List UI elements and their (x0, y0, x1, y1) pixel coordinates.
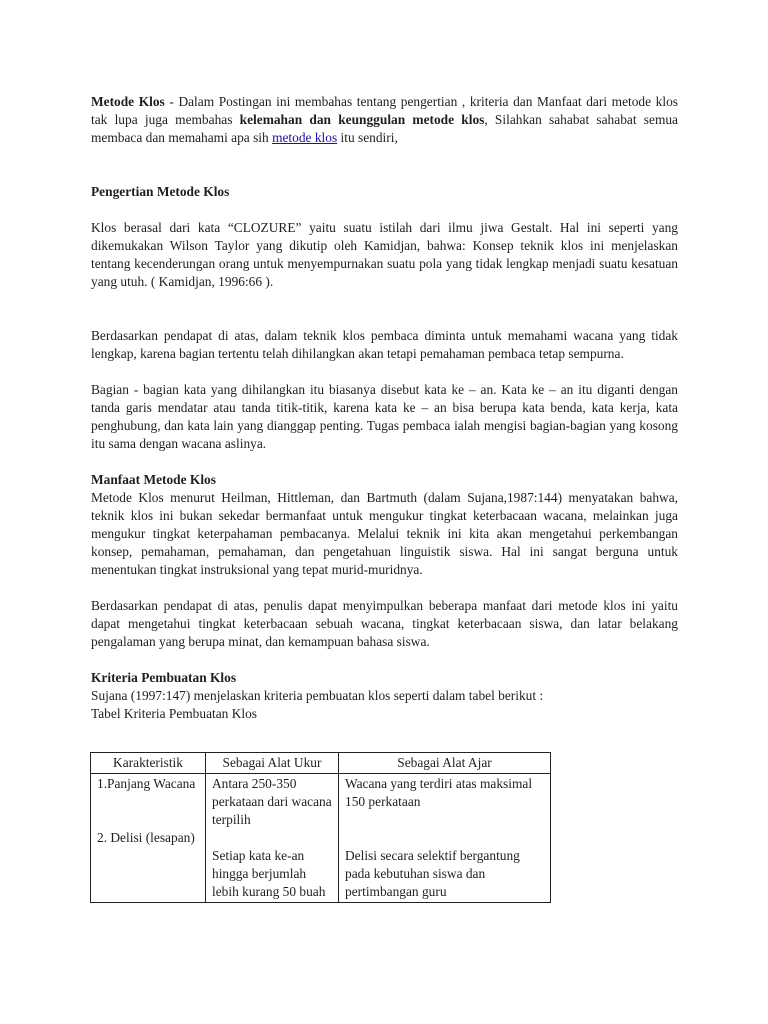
pengertian-heading: Pengertian Metode Klos (91, 184, 230, 199)
kriteria-intro: Sujana (1997:147) menjelaskan kriteria pembuatan klos seperti dalam tabel berikut : (91, 688, 544, 703)
kriteria-heading: Kriteria Pembuatan Klos (91, 670, 237, 685)
cell-delisi: 2. Delisi (lesapan) (97, 830, 195, 845)
table-cell-alat-ajar (339, 774, 551, 903)
pengertian-paragraph-3: Bagian - bagian kata yang dihilangkan itu biasanya disebut kata ke – an. Kata ke – an itu diganti dengan tanda garis mendatar atau tanda titik-titik, karena kata ke – an bisa berupa kata benda, kata kerja, kata penghubung, dan kata lain yang dianggap penting. Tugas pembaca ialah mengisi bagian-bagian yang kosong itu sama dengan wacana aslinya. (91, 382, 678, 451)
table-caption: Tabel Kriteria Pembuatan Klos (91, 706, 258, 721)
cell-ajar-delisi: Delisi secara selektif bergantung pada kebutuhan siswa dan pertimbangan guru (345, 848, 520, 899)
cell-ukur-panjang: Antara 250-350 perkataan dari wacana terpilih (212, 776, 332, 827)
manfaat-paragraph-1: Metode Klos menurut Heilman, Hittleman, dan Bartmuth (dalam Sujana,1987:144) menyatakan bahwa, teknik klos ini bukan sekedar bermanfaat untuk mengukur tingkat keterbacaan wacana, melainkan juga mengukur tingkat keterpahaman pembacanya. Melalui teknik ini kita akan mengetahui perkembangan konsep, pemahaman, pemahaman, dan pengetahuan linguistik siswa. Hal ini sangat berguna untuk menentukan tingkat instruksional yang tepat murid-muridnya. (91, 490, 678, 577)
pengertian-paragraph-2: Berdasarkan pendapat di atas, dalam teknik klos pembaca diminta untuk memahami wacana yang tidak lengkap, karena bagian tertentu telah dihilangkan akan tetapi pemahaman pembaca tetap sempurna. (91, 328, 678, 361)
kriteria-table (90, 752, 551, 903)
intro-text-3: itu sendiri, (337, 130, 398, 145)
cell-ukur-delisi: Setiap kata ke-an hingga berjumlah lebih kurang 50 buah (212, 848, 326, 899)
manfaat-heading: Manfaat Metode Klos (91, 472, 216, 487)
table-cell-alat-ukur (206, 774, 339, 903)
cell-panjang-wacana: 1.Panjang Wacana (97, 776, 196, 791)
table-header-row (91, 753, 551, 774)
intro-bold: kelemahan dan keunggulan metode klos (239, 112, 485, 127)
table-header-alat-ajar: Sebagai Alat Ajar (339, 753, 551, 774)
pengertian-paragraph-1: Klos berasal dari kata “CLOZURE” yaitu suatu istilah dari ilmu jiwa Gestalt. Hal ini seperti yang dikemukakan Wilson Taylor yang dikutip oleh Kamidjan, bahwa: Konsep teknik klos ini menjelaskan tentang kecenderungan orang untuk menyempurnakan suatu pola yang tidak lengkap menjadi suatu kesatuan yang utuh. ( Kamidjan, 1996:66 ). (91, 220, 678, 289)
intro-text-2: , Silahkan sahabat sahabat semua membaca dan memahami apa sih (91, 112, 678, 145)
cell-ajar-panjang: Wacana yang terdiri atas maksimal 150 perkataan (345, 776, 533, 809)
metode-klos-link[interactable]: metode klos (272, 130, 338, 145)
intro-term: Metode Klos (91, 94, 165, 109)
manfaat-paragraph-2: Berdasarkan pendapat di atas, penulis dapat menyimpulkan beberapa manfaat dari metode klos ini yaitu dapat mengetahui tingkat keterbacaan sebuah wacana, tingkat keterbacaan siswa, dan latar belakang pengalaman yang berupa minat, dan kemampuan bahasa siswa. (91, 598, 678, 649)
intro-paragraph (91, 93, 678, 147)
table-row (91, 774, 551, 903)
document-body (91, 93, 678, 723)
intro-text-1: - Dalam Postingan ini membahas tentang pengertian , kriteria dan Manfaat dari metode klos tak lupa juga membahas (91, 94, 678, 127)
table-header-karakteristik: Karakteristik (91, 753, 206, 774)
table-cell-karakteristik (91, 774, 206, 903)
table-header-alat-ukur: Sebagai Alat Ukur (206, 753, 339, 774)
